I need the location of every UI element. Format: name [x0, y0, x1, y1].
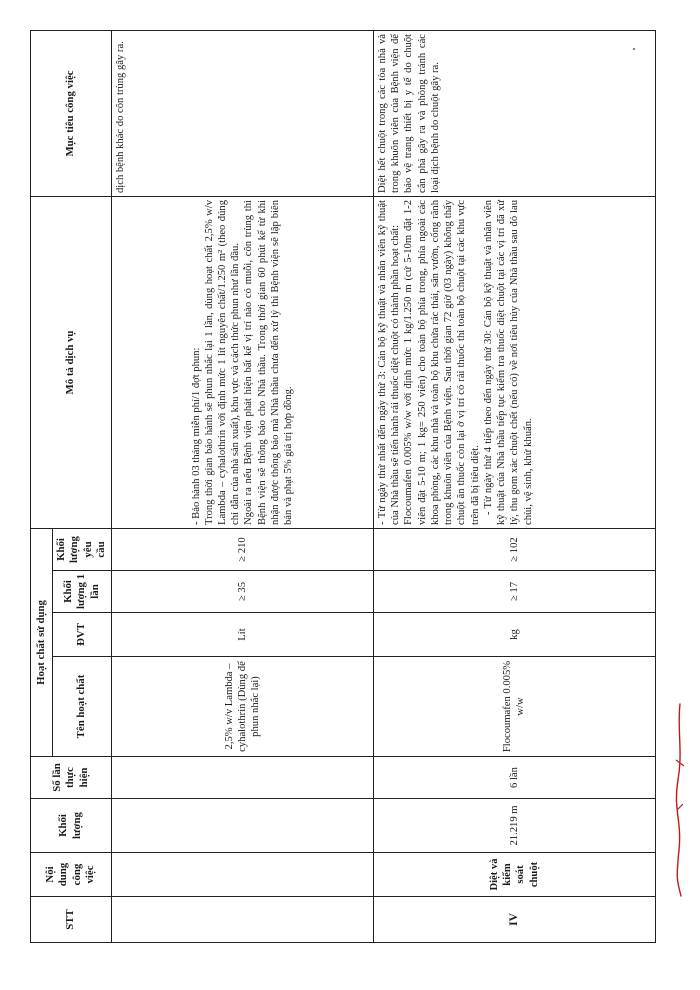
cell-kl-1-lan: ≥ 35 — [111, 571, 373, 613]
mo-ta-line: - Từ ngày thứ 4 tiếp theo đến ngày thứ 30: Cán bộ kỹ thuật và nhân viên kỹ thuật của Nhà thầu tiếp tục kiểm tra thuốc diệt chuột tại các vị trí đã xử lý, thu gom xác chuột chết (nếu có) về nơi tiêu hủy của Nhà thầu sau đó lau chùi, vệ sinh, khử khuẩn. — [482, 200, 534, 525]
pen-mark-signature — [668, 700, 692, 900]
cell-kl-yeu-cau: ≥ 102 — [373, 529, 655, 571]
cell-muc-tieu: Diệt hết chuột trong các tòa nhà và trong khuôn viên của Bệnh viện để bảo vệ trang thiết bị y tế do chuột cắn phá gây ra và phòng tránh các loại dịch bệnh do chuột gây ra. — [373, 31, 655, 197]
header-row-1 — [31, 31, 53, 943]
cell-muc-tieu: dịch bệnh khác do côn trùng gây ra. — [111, 31, 373, 197]
mo-ta-line: Ngoài ra nếu Bệnh viện phát hiện bất kể vị trí nào có muỗi, côn trùng thì Bệnh viện sẽ thông báo cho Nhà thầu. Trong thời gian 60 phút kể từ khi nhận được thông báo mà Nhà thầu chưa đến xử lý thì Bệnh viện sẽ lập biên bản và phạt 5% giá trị hợp đồng. — [243, 200, 295, 525]
header-so-lan: Số lần thực hiện — [31, 757, 112, 799]
cell-dvt: Lít — [111, 613, 373, 657]
service-table — [30, 30, 656, 943]
cell-khoi-luong: 21.219 m — [373, 799, 655, 853]
header-ten-hoat-chat: Tên hoạt chất — [53, 657, 112, 757]
mo-ta-line: - Bảo hành 03 tháng miễn phí/1 đợt phun: — [190, 347, 202, 525]
cell-dvt: kg — [373, 613, 655, 657]
cell-so-lan — [111, 757, 373, 799]
cell-noi-dung: Diệt và kiểm soát chuột — [373, 853, 655, 897]
header-hoat-chat: Hoạt chất sử dụng — [31, 529, 53, 757]
header-muc-tieu: Mục tiêu công việc — [31, 31, 112, 197]
cell-stt — [111, 897, 373, 943]
cell-so-lan: 6 lần — [373, 757, 655, 799]
header-noi-dung: Nội dung công việc — [31, 853, 112, 897]
header-khoi-luong: Khối lượng — [31, 799, 112, 853]
header-mo-ta: Mô tả dịch vụ — [31, 197, 112, 529]
header-kl-yeu-cau: Khối lượng yêu cầu — [53, 529, 112, 571]
table-row — [111, 31, 373, 943]
cell-khoi-luong — [111, 799, 373, 853]
header-stt: STT — [31, 897, 112, 943]
cell-mo-ta — [373, 197, 655, 529]
cell-mo-ta — [111, 197, 373, 529]
cell-stt: IV — [373, 897, 655, 943]
table-row — [373, 31, 655, 943]
header-dvt: ĐVT — [53, 613, 112, 657]
cell-kl-yeu-cau: ≥ 210 — [111, 529, 373, 571]
cell-noi-dung — [111, 853, 373, 897]
header-kl-1-lan: Khối lượng 1 lần — [53, 571, 112, 613]
mo-ta-line: Trong thời gian bảo hành sẽ phun nhắc lại 1 lần, dùng hoạt chất 2,5% w/v Lambda – cyhalothrin với định mức 1 lít nguyên chất/1.250 m² (theo đúng chỉ dẫn của nhà sản xuất), khu vực và cách thức phun như lần đầu. — [203, 200, 242, 525]
mo-ta-line: - Từ ngày thứ nhất đến ngày thứ 3: Cán bộ kỹ thuật và nhân viên kỹ thuật của Nhà thầu sẽ tiến hành rải thuốc diệt chuột có thành phần hoạt chất: — [376, 200, 402, 525]
cell-ten-hoat-chat: 2,5% w/v Lambda – cyhalothrin (Dùng để phun nhắc lại) — [111, 657, 373, 757]
cell-kl-1-lan: ≥ 17 — [373, 571, 655, 613]
cell-ten-hoat-chat: Flocoumafen 0.005% w/w — [373, 657, 655, 757]
mo-ta-line: Flocoumafen 0.005% w/w với định mức 1 kg/1.250 m (cứ 5-10m đặt 1-2 viên đặt 5-10 m; 1 kg= 250 viên) cho toàn bộ phía trong, phía ngoài các khoa phòng, các khu nhà và toàn bộ khu chứa rác thải, sân vườn, cống rãnh trong khuôn viên của Bệnh viện. Sau thời gian 72 giờ (03 ngày) không thấy chuột ăn thuốc còn lại ở vị trí có rải thuốc thì toàn bộ chuột tại các khu vực trên đã bị tiêu diệt. — [403, 200, 481, 525]
